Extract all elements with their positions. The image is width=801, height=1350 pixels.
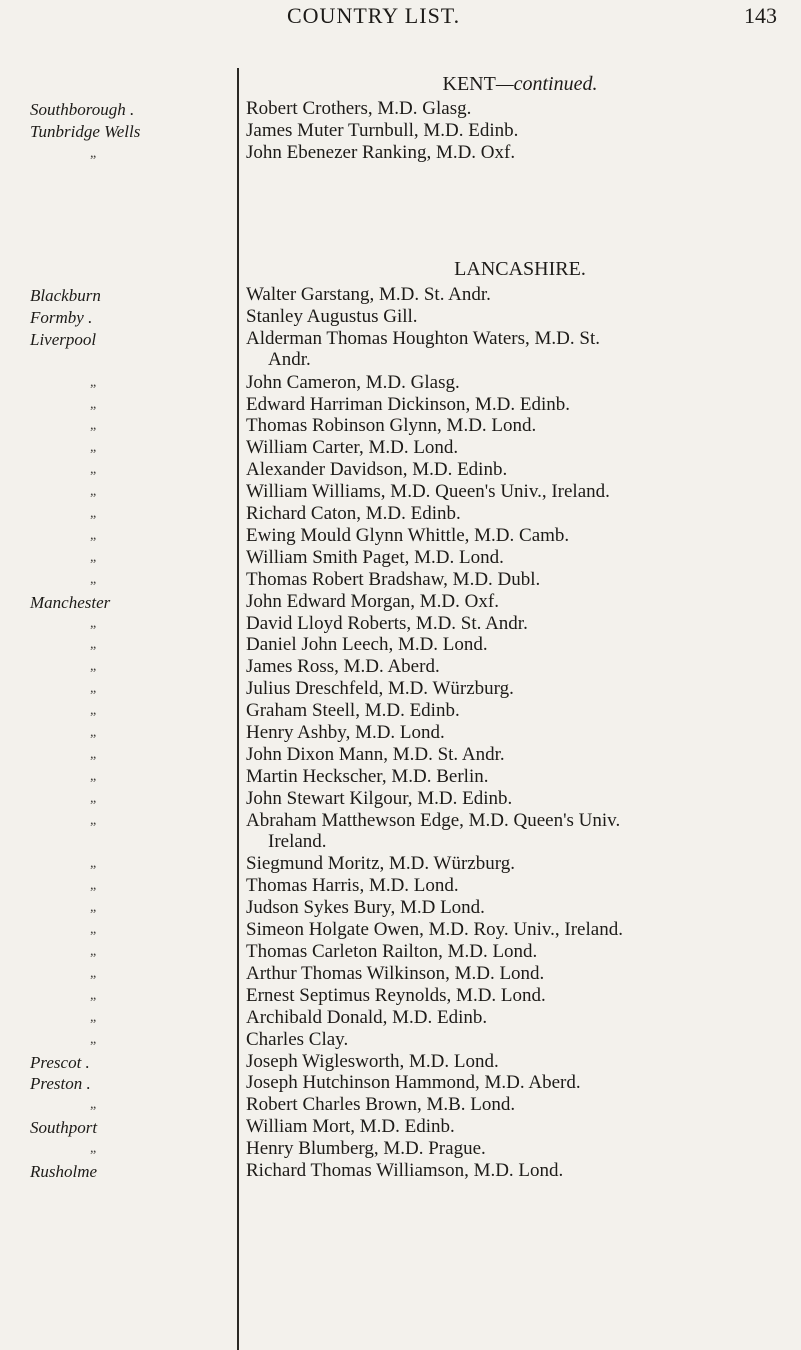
entry-name: William Smith Paget, M.D. Lond. [246,546,504,568]
ditto-mark: „ [90,856,97,872]
entry-name: Charles Clay. [246,1028,349,1050]
place-label: Manchester [30,592,111,612]
entry-name: Thomas Robert Bradshaw, M.D. Dubl. [246,568,541,590]
lancashire-entry [246,547,794,568]
lancashire-entry [246,1138,794,1159]
lancashire-entry [246,459,794,480]
ditto-mark: „ [90,146,97,161]
entry-name: Ernest Septimus Reynolds, M.D. Lond. [246,984,546,1006]
ditto-mark: „ [90,681,97,697]
ditto-mark: „ [90,1031,97,1047]
place-label: Rusholme [30,1162,98,1181]
entry-name: Richard Caton, M.D. Edinb. [246,503,461,524]
place-label: Preston . [30,1074,91,1094]
ditto-mark: „ [90,812,97,828]
ditto-mark: „ [90,637,97,653]
entry-name: David Lloyd Roberts, M.D. St. Andr. [246,612,528,634]
kent-heading-suffix: —continued. [495,73,598,95]
entry-name: Henry Ashby, M.D. Lond. [246,722,445,743]
lancashire-entry [246,853,794,874]
lancashire-entry [246,481,794,502]
ditto-mark: „ [90,440,97,456]
entry-name: Martin Heckscher, M.D. Berlin. [246,765,489,787]
entry-name: Thomas Carleton Railton, M.D. Lond. [246,941,538,962]
lancashire-entry [246,613,794,634]
place-label: Southport [30,1118,98,1138]
lancashire-entry [246,569,794,590]
ditto-mark: „ [90,571,97,587]
ditto-mark: „ [90,506,97,521]
entry-name: Archibald Donald, M.D. Edinb. [246,1006,488,1028]
lancashire-entry [246,656,794,677]
lancashire-entry [246,919,794,940]
entry-continuation: Ireland. [268,830,327,852]
ditto-mark: „ [90,396,97,412]
entry-name: Alderman Thomas Houghton Waters, M.D. St. [246,327,600,349]
place-label: Blackburn [30,286,101,305]
lancashire-entry [246,1116,794,1137]
entry-name: Graham Steell, M.D. Edinb. [246,700,460,722]
ditto-mark: „ [90,965,97,981]
lancashire-entry [246,941,794,962]
entry-name: John Dixon Mann, M.D. St. Andr. [246,743,505,765]
lancashire-entry [246,525,794,546]
ditto-mark: „ [90,922,97,938]
lancashire-entry [246,875,794,896]
ditto-mark: „ [90,484,97,500]
lancashire-entry [246,328,794,370]
lancashire-entry [246,306,794,327]
lancashire-entry [246,700,794,721]
lancashire-entry [246,1029,794,1050]
entry-name: Thomas Robinson Glynn, M.D. Lond. [246,415,537,437]
entry-name: Simeon Holgate Owen, M.D. Roy. Univ., Ireland. [246,919,623,941]
lancashire-entry [246,788,794,809]
entry-continuation: Andr. [268,348,311,370]
entry-name: Henry Blumberg, M.D. Prague. [246,1138,486,1160]
entry-name: Walter Garstang, M.D. St. Andr. [246,284,491,305]
running-head [0,3,801,33]
lancashire-entry [246,963,794,984]
entry-name: John Edward Morgan, M.D. Oxf. [246,590,499,612]
place-label: Formby . [30,307,93,327]
ditto-mark: „ [90,549,97,565]
ditto-mark: „ [90,987,97,1003]
entry-name: Abraham Matthewson Edge, M.D. Queen's Univ. [246,809,621,831]
ditto-mark: „ [90,768,97,784]
ditto-mark: „ [90,462,97,478]
lancashire-entry [246,634,794,655]
lancashire-heading: LANCASHIRE. [454,258,586,280]
column-divider [237,68,239,1350]
ditto-mark: „ [90,374,97,390]
entry-name: William Williams, M.D. Queen's Univ., Ireland. [246,481,610,503]
entry-name: Stanley Augustus Gill. [246,305,418,327]
entry-name: Joseph Wiglesworth, M.D. Lond. [246,1050,499,1072]
place-label: Prescot . [30,1052,90,1072]
lancashire-entry [246,394,794,415]
ditto-mark: „ [90,615,97,631]
lancashire-entry [246,985,794,1006]
lancashire-entry [246,897,794,918]
ditto-mark: „ [90,527,97,543]
kent-heading [246,73,794,96]
entry-name: Robert Charles Brown, M.B. Lond. [246,1094,516,1116]
entry-name: Siegmund Moritz, M.D. Würzburg. [246,853,515,875]
lancashire-entry [246,1072,794,1093]
lancashire-entry [246,810,794,852]
kent-entry: John Ebenezer Ranking, M.D. Oxf. [246,142,516,163]
ditto-mark: „ [90,1097,97,1113]
entry-name: Joseph Hutchinson Hammond, M.D. Aberd. [246,1072,581,1094]
kent-entry: Robert Crothers, M.D. Glasg. [246,98,472,119]
kent-heading-title: KENT [442,73,496,95]
entry-name: Richard Thomas Williamson, M.D. Lond. [246,1160,564,1181]
lancashire-entry [246,678,794,699]
entry-name: Alexander Davidson, M.D. Edinb. [246,459,508,481]
entry-name: Edward Harriman Dickinson, M.D. Edinb. [246,393,570,415]
entry-name: Ewing Mould Glynn Whittle, M.D. Camb. [246,524,570,546]
lancashire-entry [246,437,794,458]
ditto-mark: „ [90,418,97,434]
ditto-mark: „ [90,725,97,740]
lancashire-entry [246,1094,794,1115]
ditto-mark: „ [90,878,97,894]
entry-name: John Stewart Kilgour, M.D. Edinb. [246,787,513,809]
lancashire-entry [246,591,794,612]
ditto-mark: „ [90,944,97,959]
page-number: 143 [744,3,777,28]
entry-name: Daniel John Leech, M.D. Lond. [246,634,488,656]
lancashire-entry [246,284,794,305]
lancashire-entry [246,1051,794,1072]
ditto-mark: „ [90,1009,97,1025]
ditto-mark: „ [90,1141,97,1157]
entry-name: Julius Dreschfeld, M.D. Würzburg. [246,678,514,700]
lancashire-entry [246,415,794,436]
entry-name: William Carter, M.D. Lond. [246,437,459,459]
place-label: Southborough . [30,100,135,119]
entry-name: Arthur Thomas Wilkinson, M.D. Lond. [246,962,545,984]
lancashire-entry [246,1007,794,1028]
ditto-mark: „ [90,703,97,719]
kent-entry: James Muter Turnbull, M.D. Edinb. [246,120,519,141]
lancashire-entry [246,1160,794,1181]
entry-name: Judson Sykes Bury, M.D Lond. [246,897,485,919]
place-label: Tunbridge Wells [30,122,141,141]
entry-name: James Ross, M.D. Aberd. [246,656,440,678]
ditto-mark: „ [90,790,97,806]
ditto-mark: „ [90,659,97,675]
lancashire-entry [246,372,794,393]
ditto-mark: „ [90,900,97,916]
ditto-mark: „ [90,746,97,762]
lancashire-entry [246,722,794,743]
entry-name: John Cameron, M.D. Glasg. [246,371,460,393]
entry-name: Thomas Harris, M.D. Lond. [246,875,459,897]
place-label: Liverpool [30,329,97,349]
running-title: COUNTRY LIST. [287,3,461,28]
lancashire-entry [246,744,794,765]
lancashire-entry [246,766,794,787]
lancashire-entry [246,503,794,524]
entry-name: William Mort, M.D. Edinb. [246,1116,455,1138]
